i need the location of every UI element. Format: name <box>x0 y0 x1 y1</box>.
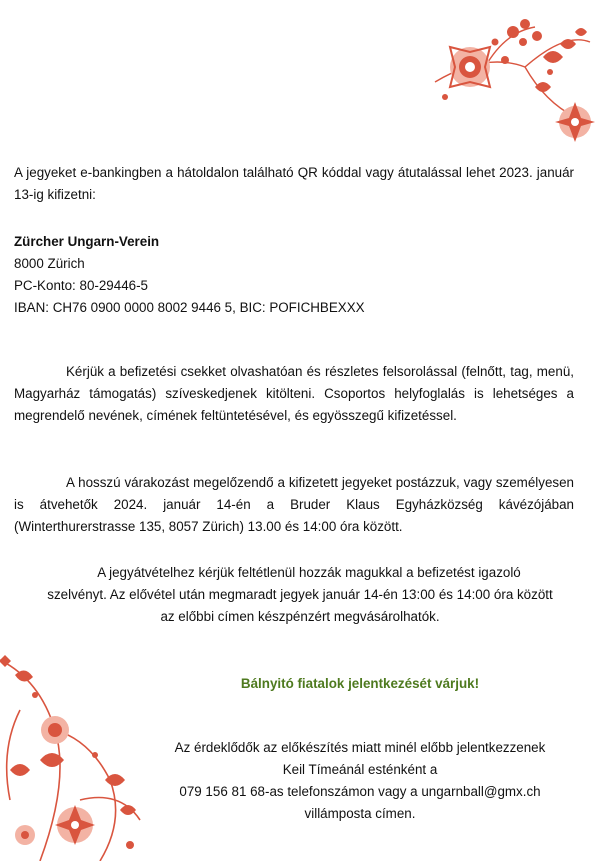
intro-paragraph: A jegyeket e-bankingben a hátoldalon található QR kóddal vagy átutalással lehet 2023. január 13-ig kifizetni: <box>14 165 574 202</box>
contact-line: 079 156 81 68-as telefonszámon vagy a ungarnball@gmx.ch <box>179 784 541 799</box>
pickup-line: az előbbi címen készpénzért megvásárolhatók. <box>160 609 440 624</box>
pickup-paragraph <box>0 562 600 628</box>
pickup-line: szelvényt. Az elővétel után megmaradt jegyek január 14-én 13:00 és 14:00 óra között <box>47 587 553 602</box>
pickup-line: A jegyátvételhez kérjük feltétlenül hozzák magukkal a befizetést igazoló <box>97 565 521 580</box>
bank-pc-konto: PC-Konto: 80-29446-5 <box>14 278 148 293</box>
mail-paragraph: A hosszú várakozást megelőzendő a kifizetett jegyeket postázzuk, vagy személyesen is átvehetők 2024. január 14-én a Bruder Klaus Egyházközség kávézójában (Winterthurerstrasse 135, 8057 Zürich) 13.00 és 14:00 óra között. <box>14 475 574 534</box>
contact-line: Az érdeklődők az előkészítés miatt minél előbb jelentkezzenek <box>174 740 546 755</box>
bank-name: Zürcher Ungarn-Verein <box>14 234 160 249</box>
contact-line: villámposta címen. <box>304 806 416 821</box>
bank-iban: IBAN: CH76 0900 0000 8002 9446 5, BIC: POFICHBEXXX <box>14 300 365 315</box>
contact-line: Keil Tímeánál esténként a <box>282 762 438 777</box>
checks-paragraph: Kérjük a befizetési csekket olvashatóan és részletes felsorolással (felnőtt, tag, menü, Magyarház támogatás) szíveskedjenek kitölteni. Csoportos helyfoglalás is lehetséges a megrendelő nevének, címének feltüntetésével, és egyösszegű kifizetéssel. <box>14 364 574 423</box>
bank-city: 8000 Zürich <box>14 256 85 271</box>
floral-ornament-icon <box>425 12 595 152</box>
bank-details <box>14 231 574 319</box>
floral-border-icon <box>0 650 150 861</box>
call-to-action: Bálnyitó fiatalok jelentkezését várjuk! <box>240 676 480 691</box>
